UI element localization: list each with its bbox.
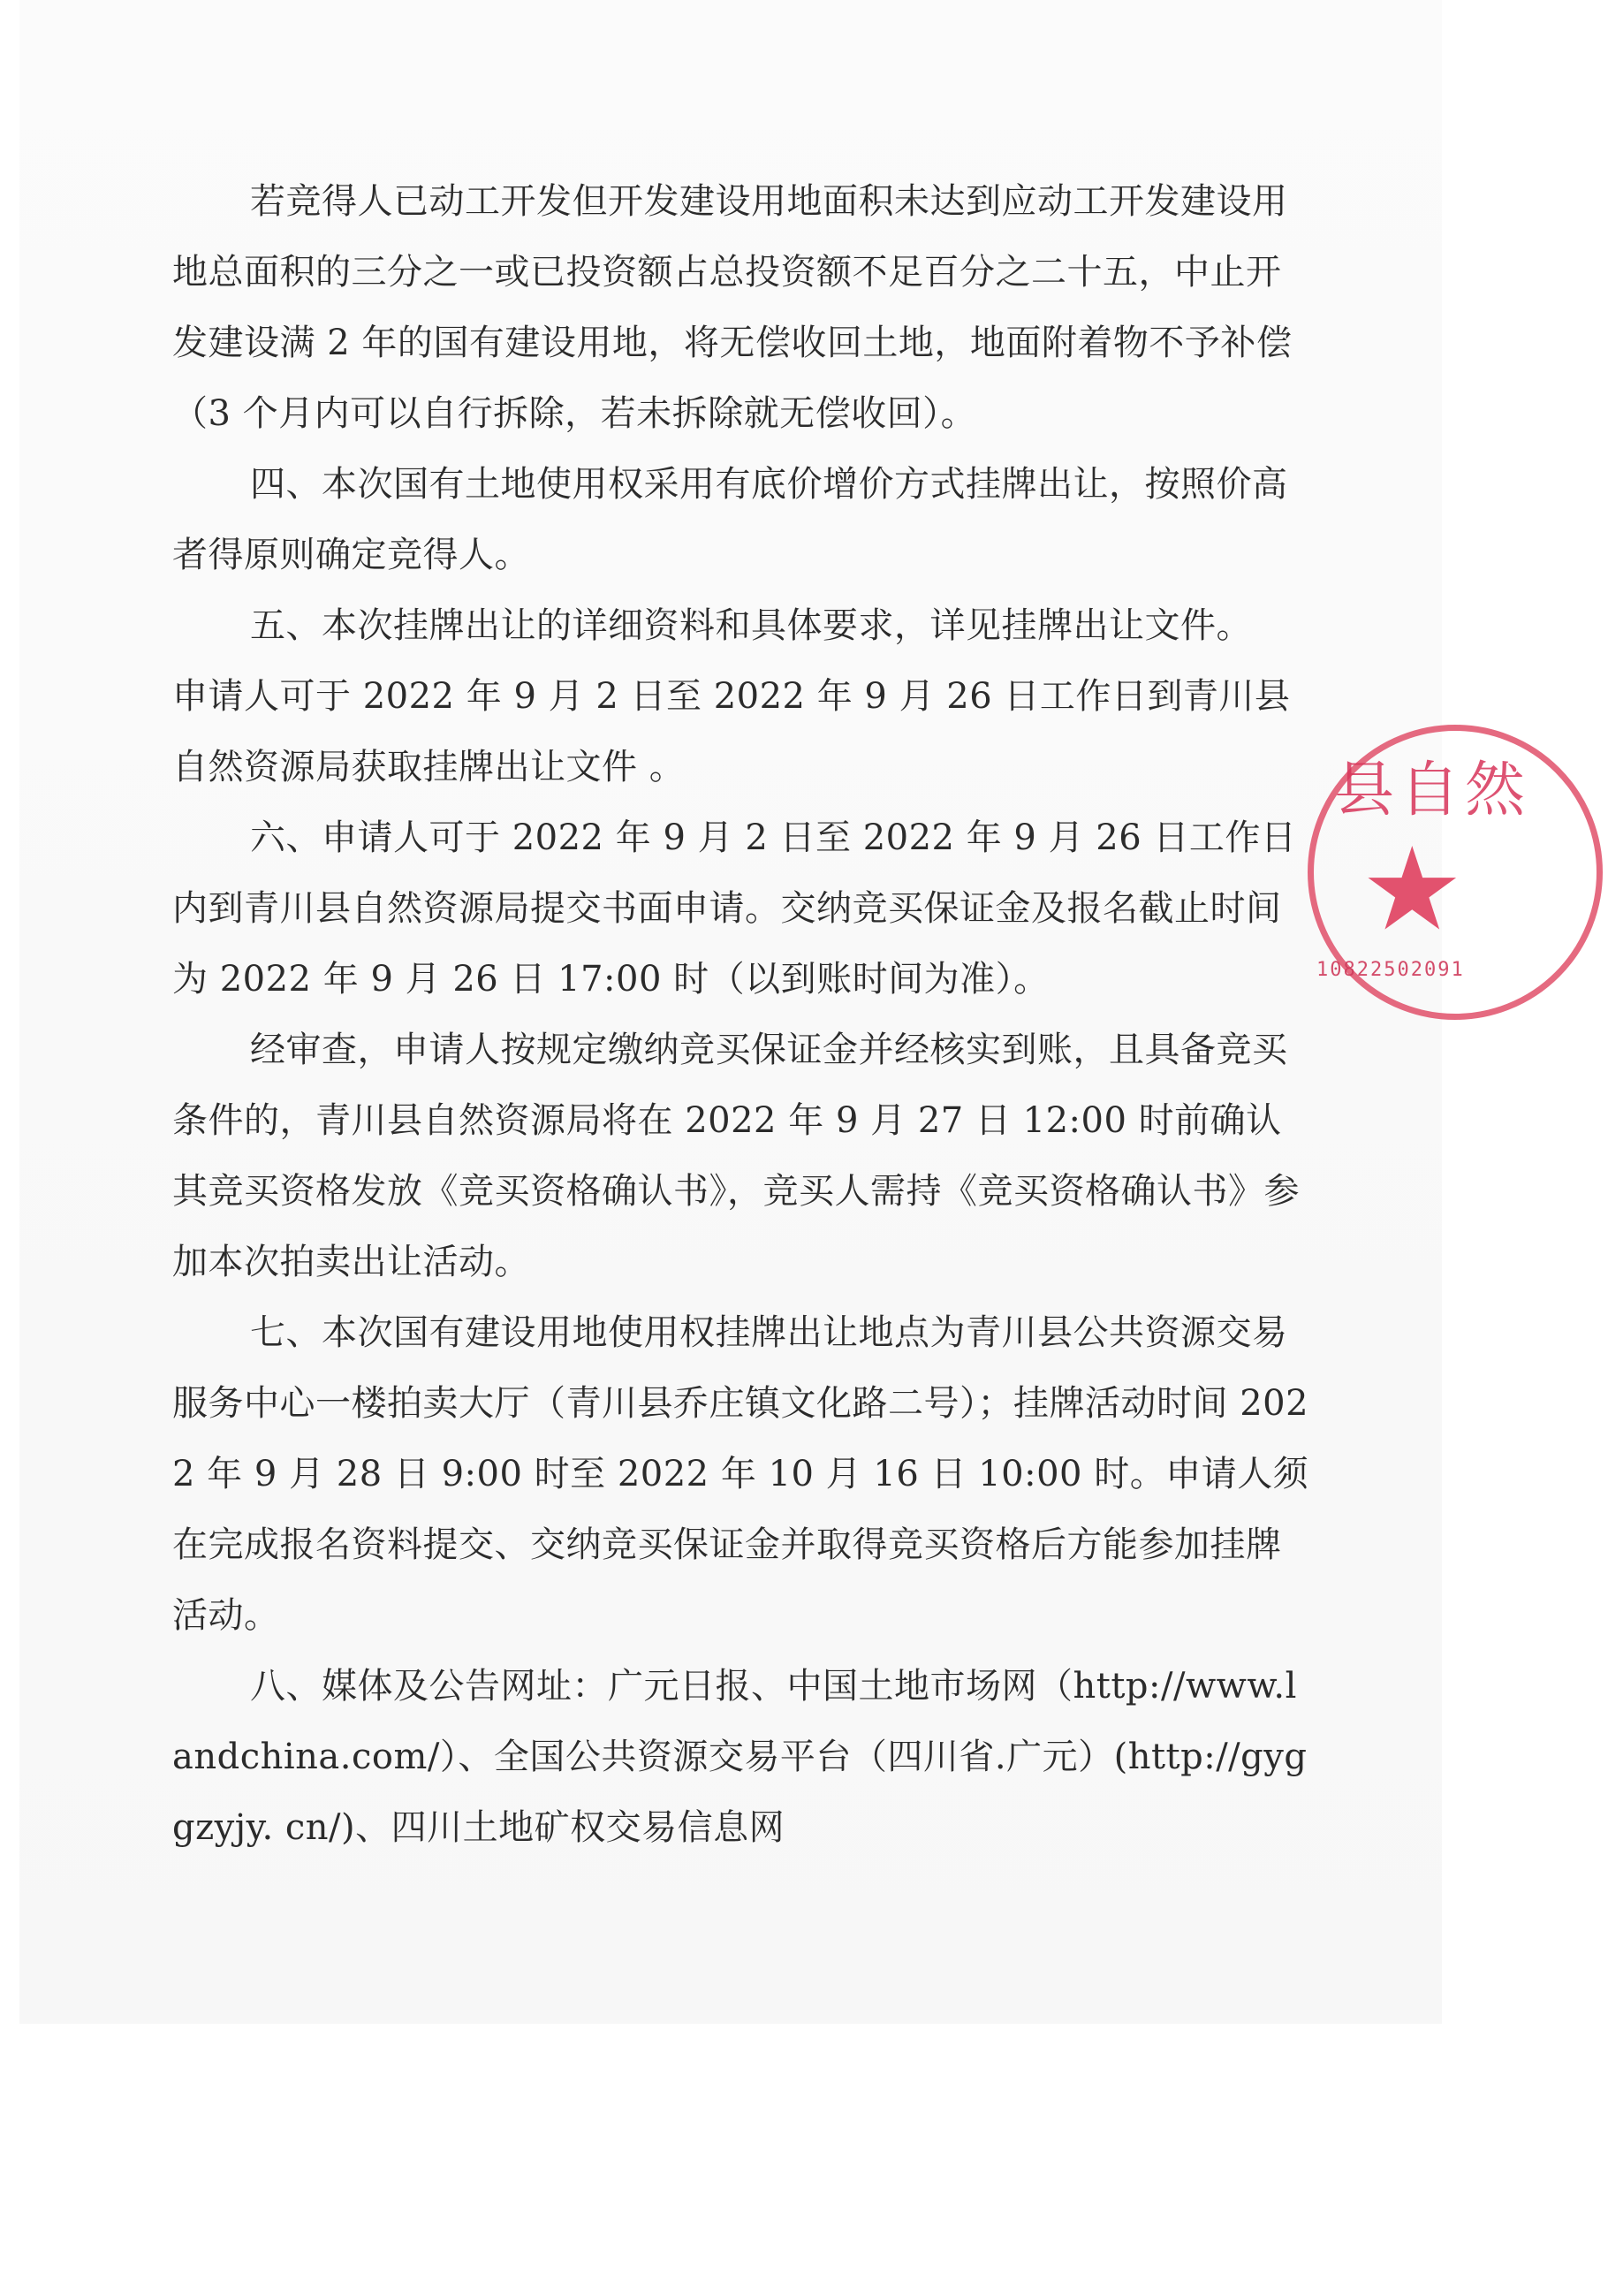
seal-star-icon: ★: [1361, 822, 1464, 956]
paragraph-section-5: 五、本次挂牌出让的详细资料和具体要求，详见挂牌出让文件。: [250, 605, 1252, 646]
document-body: [172, 166, 1312, 1863]
paragraph-section-8: 八、媒体及公告网址：广元日报、中国土地市场网（http://www.landchina.com/）、全国公共资源交易平台（四川省.广元）(http://gyggzyjy. cn/)、四川土地矿权交易信息网: [172, 1666, 1308, 1848]
paragraph-section-5-continued: 申请人可于 2022 年 9 月 2 日至 2022 年 9 月 26 日工作日到青川县自然资源局获取挂牌出让文件 。: [172, 676, 1291, 787]
paragraph-section-7: 七、本次国有建设用地使用权挂牌出让地点为青川县公共资源交易服务中心一楼拍卖大厅（青川县乔庄镇文化路二号）；挂牌活动时间 2022 年 9 月 28 日 9:00 时至 2022 年 10 月 16 日 10:00 时。申请人须在完成报名资料提交、交纳竞买保证金并取得竞买资格后方能参加挂牌活动。: [172, 1312, 1309, 1636]
seal-characters: 县自然: [1334, 756, 1531, 825]
paragraph-section-6: 六、申请人可于 2022 年 9 月 2 日至 2022 年 9 月 26 日工作日内到青川县自然资源局提交书面申请。交纳竞买保证金及报名截止时间为 2022 年 9 月 26 日 17:00 时（以到账时间为准）。: [172, 817, 1297, 1000]
paragraph-reclaim-land: 若竞得人已动工开发但开发建设用地面积未达到应动工开发建设用地总面积的三分之一或已投资额占总投资额不足百分之二十五，中止开发建设满 2 年的国有建设用地，将无偿收回土地，地面附着物不予补偿（3 个月内可以自行拆除，若未拆除就无偿收回）。: [172, 181, 1293, 434]
paragraph-qualification: 经审查，申请人按规定缴纳竞买保证金并经核实到账，且具备竞买条件的，青川县自然资源局将在 2022 年 9 月 27 日 12:00 时前确认其竞买资格发放《竞买资格确认书》，竞买人需持《竞买资格确认书》参加本次拍卖出让活动。: [172, 1030, 1300, 1282]
paragraph-section-4: 四、本次国有土地使用权采用有底价增价方式挂牌出让，按照价高者得原则确定竞得人。: [172, 464, 1288, 575]
seal-code: 10822502091: [1316, 959, 1465, 981]
